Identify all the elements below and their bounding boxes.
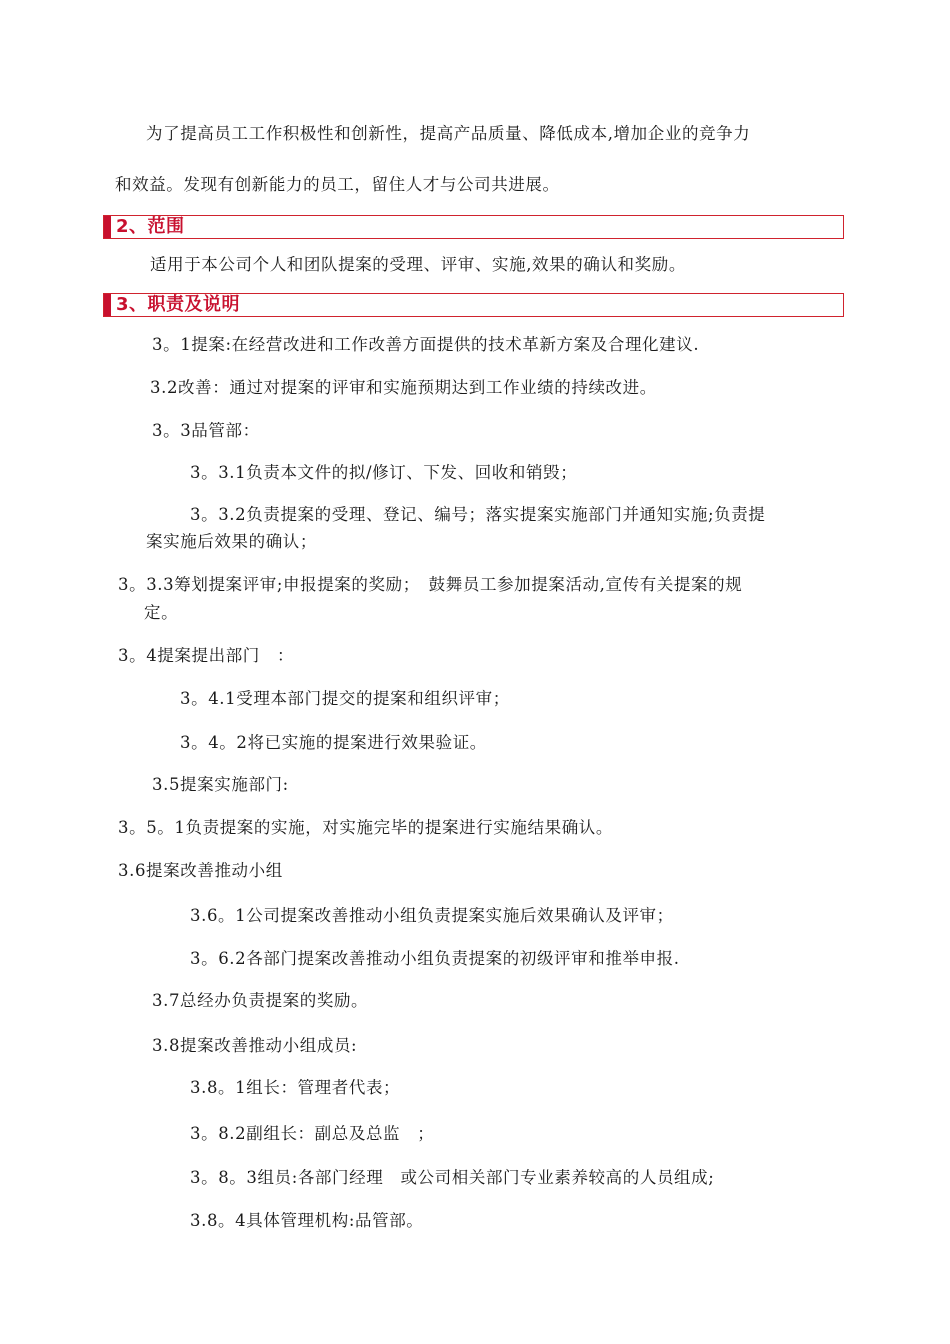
- item-3-8-3: 3。8。3组员:各部门经理 或公司相关部门专业素养较高的人员组成;: [190, 1168, 715, 1187]
- item-3-3-1: 3。3.1负责本文件的拟/修订、下发、回收和销毁；: [190, 463, 578, 482]
- item-3-3-2-line-1: 3。3.2负责提案的受理、登记、编号；落实提案实施部门并通知实施;负责提: [190, 505, 766, 524]
- item-3-6-1: 3.6。1公司提案改善推动小组负责提案实施后效果确认及评审；: [190, 906, 674, 925]
- item-3-5-1: 3。5。1负责提案的实施，对实施完毕的提案进行实施结果确认。: [118, 818, 613, 837]
- item-3-8-4: 3.8。4具体管理机构:品管部。: [190, 1211, 424, 1230]
- intro-line-1: 为了提高员工工作积极性和创新性，提高产品质量、降低成本,增加企业的竞争力: [146, 124, 751, 143]
- item-3-8-1: 3.8。1组长：管理者代表；: [190, 1078, 401, 1097]
- item-3-3-3-line-2: 定。: [144, 603, 179, 622]
- item-3-5: 3.5提案实施部门:: [152, 775, 289, 794]
- item-3-4-2: 3。4。2将已实施的提案进行效果验证。: [180, 733, 487, 752]
- item-3-3-3-line-1: 3。3.3筹划提案评审;申报提案的奖励； 鼓舞员工参加提案活动,宣传有关提案的规: [118, 575, 743, 594]
- item-3-2: 3.2改善：通过对提案的评审和实施预期达到工作业绩的持续改进。: [150, 378, 657, 397]
- item-3-8: 3.8提案改善推动小组成员:: [152, 1036, 358, 1055]
- item-3-3-2-line-2: 案实施后效果的确认；: [146, 532, 317, 551]
- section-2-heading-marker: [104, 216, 111, 238]
- item-3-8-2: 3。8.2副组长：副总及总监 ；: [190, 1124, 435, 1143]
- section-3-heading-bar: [103, 293, 844, 317]
- section-2-text: 适用于本公司个人和团队提案的受理、评审、实施,效果的确认和奖励。: [150, 255, 686, 274]
- section-3-heading: 3、职责及说明: [116, 294, 241, 315]
- item-3-6: 3.6提案改善推动小组: [118, 861, 283, 880]
- section-2-heading-bar: [103, 215, 844, 239]
- item-3-4: 3。4提案提出部门 ：: [118, 646, 295, 665]
- item-3-6-2: 3。6.2各部门提案改善推动小组负责提案的初级评审和推举申报.: [190, 949, 680, 968]
- item-3-4-1: 3。4.1受理本部门提交的提案和组织评审；: [180, 689, 510, 708]
- item-3-7: 3.7总经办负责提案的奖励。: [152, 991, 369, 1010]
- item-3-3: 3。3品管部：: [152, 421, 260, 440]
- item-3-1: 3。1提案:在经营改进和工作改善方面提供的技术革新方案及合理化建议.: [152, 335, 700, 354]
- intro-line-2: 和效益。发现有创新能力的员工，留住人才与公司共进展。: [115, 175, 560, 194]
- section-3-heading-marker: [104, 294, 111, 316]
- section-2-heading: 2、范围: [116, 216, 185, 237]
